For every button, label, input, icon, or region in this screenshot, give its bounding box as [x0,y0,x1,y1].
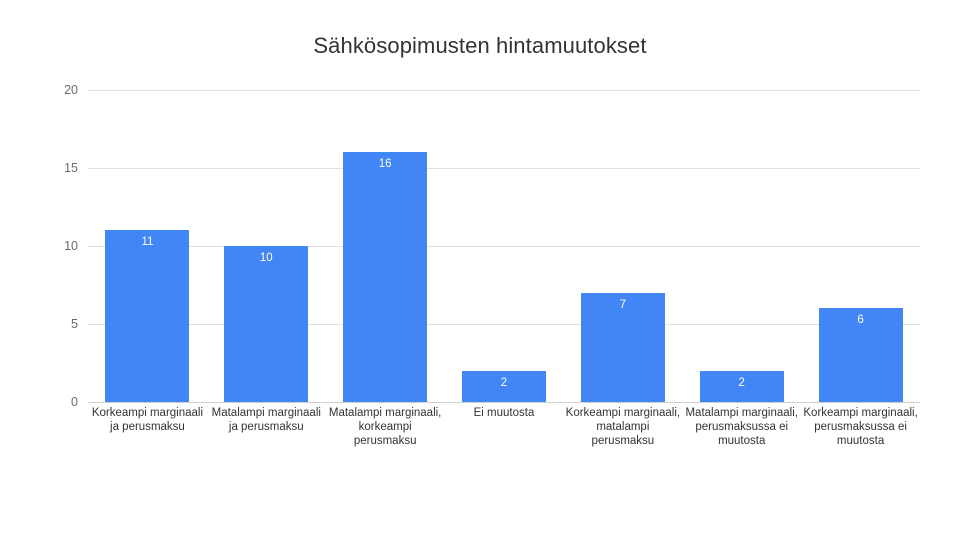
bar-5[interactable] [700,371,784,402]
bar-3[interactable] [462,371,546,402]
chart-title: Sähkösopimusten hintamuutokset [313,33,647,58]
y-tick-label-1: 5 [71,317,78,331]
x-tick-label-1: Matalampi marginaali ja perusmaksu [211,407,321,433]
bar-slot-4 [563,90,682,402]
bar-slot-2 [326,90,445,402]
bar-value-6: 6 [857,314,864,327]
x-tick-label-5: Matalampi marginaali, perusmaksussa ei muutosta [685,407,798,447]
x-tick-label-0: Korkeampi marginaali ja perusmaksu [91,407,204,433]
y-tick-label-2: 10 [64,239,78,253]
bar-value-3: 2 [500,376,508,389]
bar-slot-5 [682,90,801,402]
bar-value-4: 7 [619,298,627,311]
bar-value-0: 11 [141,236,154,249]
x-axis-line [88,402,920,403]
x-tick-label-4: Korkeampi marginaali, matalampi perusmaksu [565,407,681,447]
bar-slot-1 [207,90,326,402]
bar-6[interactable] [819,308,903,402]
bar-series [88,90,920,402]
bar-0[interactable] [105,230,189,402]
bar-2[interactable] [343,152,427,402]
y-tick-label-0: 0 [71,395,78,409]
bar-value-2: 16 [378,158,392,171]
bar-value-1: 10 [259,252,273,264]
bar-slot-3 [445,90,564,402]
bar-4[interactable] [581,293,665,402]
y-tick-label-4: 20 [64,83,78,97]
bar-value-5: 2 [738,376,745,389]
plot-area [64,83,920,409]
x-tick-label-3: Ei muutosta [473,407,535,419]
x-axis-labels [88,406,920,448]
y-tick-label-3: 15 [64,161,78,175]
bar-slot-6 [801,90,920,402]
bar-1[interactable] [224,246,308,402]
bar-slot-0 [88,90,207,402]
x-tick-label-6: Korkeampi marginaali, perusmaksussa ei muutosta [803,407,918,447]
x-tick-label-2: Matalampi marginaali, korkeampi perusmaksu [328,407,442,447]
